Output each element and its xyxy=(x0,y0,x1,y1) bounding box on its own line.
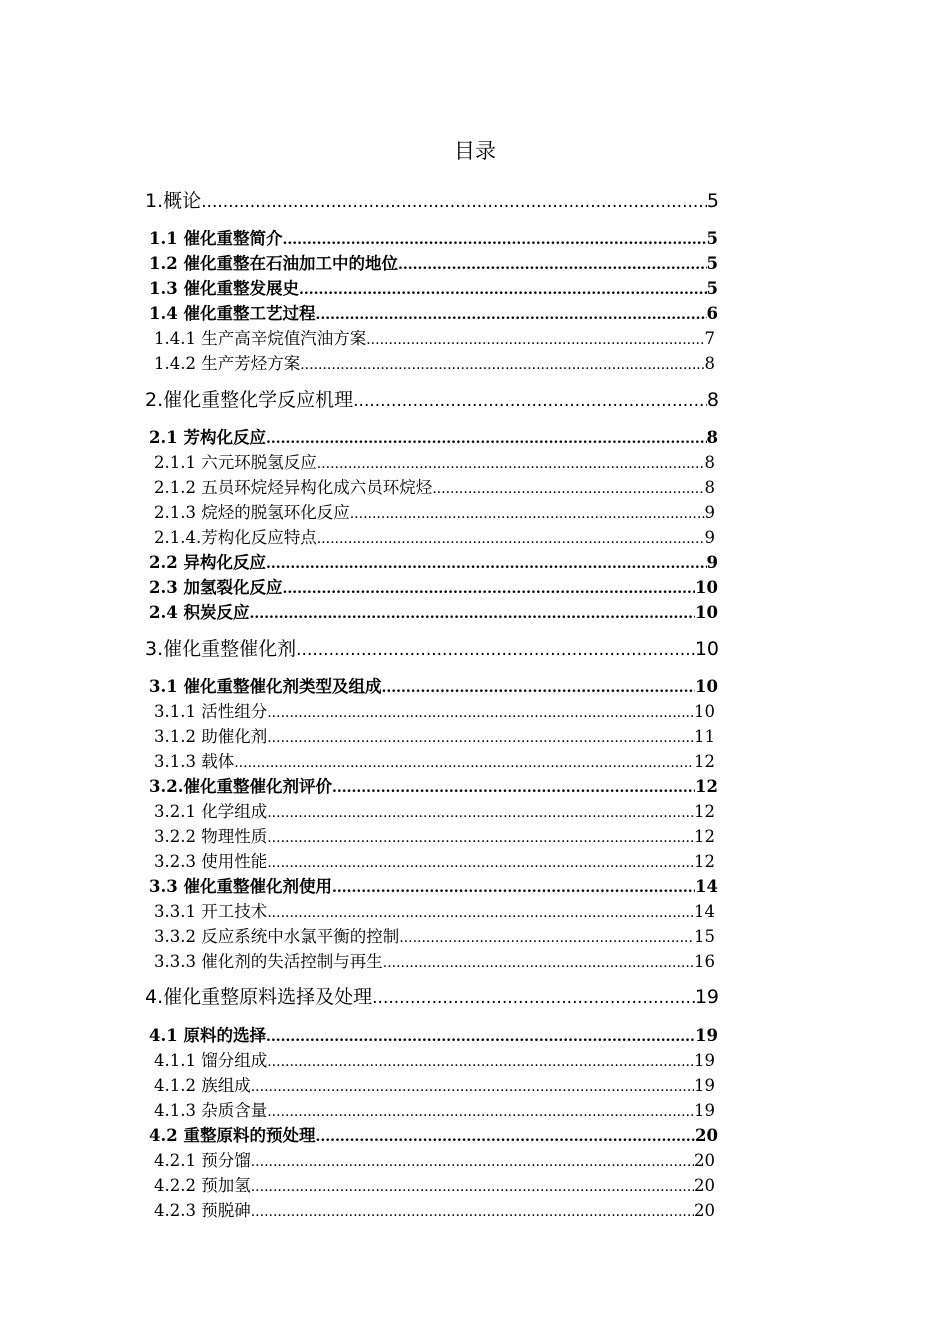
toc-entry-title: 3.3 催化重整催化剂使用 xyxy=(149,877,332,896)
toc-dot-leader xyxy=(267,830,694,846)
toc-entry-level-2[interactable] xyxy=(149,225,718,249)
toc-entry-title: 2.2 异构化反应 xyxy=(149,553,266,572)
toc-entry-level-3[interactable] xyxy=(154,499,715,523)
toc-entry-level-2[interactable] xyxy=(149,1022,718,1046)
toc-dot-leader xyxy=(267,805,694,821)
toc-dot-leader xyxy=(315,307,706,323)
toc-dot-leader xyxy=(383,955,694,971)
toc-dot-leader xyxy=(282,581,695,597)
toc-entry-title: 3.1.2 助催化剂 xyxy=(154,727,268,746)
toc-dot-leader xyxy=(353,391,707,411)
toc-entry-level-3[interactable] xyxy=(154,350,715,374)
toc-entry-title: 4.2 重整原料的预处理 xyxy=(149,1126,316,1145)
toc-dot-leader xyxy=(267,905,694,921)
toc-dot-leader xyxy=(234,755,694,771)
toc-entry-title: 3.2.1 化学组成 xyxy=(154,802,268,821)
toc-entry-title: 2.1.3 烷烃的脱氢环化反应 xyxy=(154,503,350,522)
toc-entry-page-number: 8 xyxy=(706,389,719,411)
toc-dot-leader xyxy=(332,780,695,796)
toc-entry-level-3[interactable] xyxy=(154,798,715,822)
toc-entry-page-number: 10 xyxy=(694,702,715,721)
toc-dot-leader xyxy=(266,431,707,447)
toc-entry-title: 1.3 催化重整发展史 xyxy=(149,279,299,298)
toc-entry-page-number: 8 xyxy=(704,453,715,472)
toc-entry-level-2[interactable] xyxy=(149,300,718,324)
toc-entry-page-number: 19 xyxy=(694,986,719,1008)
toc-dot-leader xyxy=(251,1204,694,1220)
toc-dot-leader xyxy=(432,481,704,497)
toc-entry-level-3[interactable] xyxy=(154,1047,715,1071)
toc-entry-title: 2.1.1 六元环脱氢反应 xyxy=(154,453,317,472)
toc-entry-level-3[interactable] xyxy=(154,1172,715,1196)
toc-entry-level-2[interactable] xyxy=(149,773,718,797)
toc-entry-title: 2.1 芳构化反应 xyxy=(149,428,266,447)
toc-entry-page-number: 19 xyxy=(694,1051,715,1070)
toc-entry-page-number: 14 xyxy=(694,902,715,921)
toc-entry-page-number: 16 xyxy=(694,952,715,971)
toc-dot-leader xyxy=(332,880,695,896)
toc-entry-page-number: 6 xyxy=(706,304,718,323)
toc-entry-level-2[interactable] xyxy=(149,549,718,573)
toc-entry-page-number: 12 xyxy=(694,827,715,846)
toc-entry-page-number: 11 xyxy=(694,727,715,746)
toc-entry-page-number: 12 xyxy=(695,777,718,796)
toc-entry-page-number: 14 xyxy=(695,877,718,896)
toc-entry-level-3[interactable] xyxy=(154,748,715,772)
toc-entry-title: 4.1 原料的选择 xyxy=(149,1026,266,1045)
toc-entry-level-2[interactable] xyxy=(149,275,718,299)
toc-entry-title: 1.4 催化重整工艺过程 xyxy=(149,304,316,323)
toc-entry-level-3[interactable] xyxy=(154,923,715,947)
toc-entry-level-1[interactable] xyxy=(145,982,719,1012)
toc-entry-title: 1.2 催化重整在石油加工中的地位 xyxy=(149,254,398,273)
toc-dot-leader xyxy=(251,1179,694,1195)
toc-dot-leader xyxy=(282,232,706,248)
toc-entry-page-number: 15 xyxy=(694,927,715,946)
toc-entry-title: 1.4.2 生产芳烃方案 xyxy=(154,354,301,373)
toc-dot-leader xyxy=(251,1079,694,1095)
toc-dot-leader xyxy=(267,730,694,746)
toc-entry-level-3[interactable] xyxy=(154,723,715,747)
toc-entry-level-3[interactable] xyxy=(154,524,715,548)
toc-dot-leader xyxy=(267,1104,694,1120)
toc-dot-leader xyxy=(350,506,705,522)
toc-entry-page-number: 9 xyxy=(706,553,718,572)
toc-entry-title: 4.2.1 预分馏 xyxy=(154,1151,251,1170)
toc-entry-page-number: 5 xyxy=(706,254,718,273)
toc-entry-page-number: 19 xyxy=(695,1026,718,1045)
toc-entry-level-2[interactable] xyxy=(149,424,718,448)
toc-entry-title: 1.1 催化重整简介 xyxy=(149,229,283,248)
toc-dot-leader xyxy=(267,1054,694,1070)
toc-entry-page-number: 12 xyxy=(694,802,715,821)
toc-entry-page-number: 5 xyxy=(706,229,718,248)
toc-entry-level-1[interactable] xyxy=(145,634,719,664)
toc-entry-level-3[interactable] xyxy=(154,898,715,922)
toc-entry-title: 3.2.2 物理性质 xyxy=(154,827,268,846)
toc-entry-page-number: 5 xyxy=(706,279,718,298)
toc-dot-leader xyxy=(300,357,704,373)
toc-entry-level-2[interactable] xyxy=(149,673,718,697)
toc-entry-title: 3.3.2 反应系统中水氯平衡的控制 xyxy=(154,927,400,946)
toc-entry-page-number: 10 xyxy=(694,638,719,660)
toc-entry-title: 1.概论 xyxy=(145,190,202,212)
toc-entry-title: 4.1.2 族组成 xyxy=(154,1076,251,1095)
toc-dot-leader xyxy=(249,606,695,622)
toc-entry-page-number: 9 xyxy=(704,528,715,547)
toc-entry-page-number: 8 xyxy=(704,354,715,373)
toc-entry-level-3[interactable] xyxy=(154,1147,715,1171)
toc-entry-page-number: 19 xyxy=(694,1101,715,1120)
toc-dot-leader xyxy=(399,930,694,946)
toc-dot-leader xyxy=(296,640,695,660)
toc-dot-leader xyxy=(267,855,694,871)
toc-entry-page-number: 20 xyxy=(694,1176,715,1195)
toc-dot-leader xyxy=(299,282,707,298)
toc-entry-page-number: 10 xyxy=(695,677,718,696)
toc-entry-page-number: 10 xyxy=(695,603,718,622)
toc-dot-leader xyxy=(381,680,695,696)
toc-entry-title: 3.2.3 使用性能 xyxy=(154,852,268,871)
toc-entry-page-number: 7 xyxy=(704,329,715,348)
toc-entry-title: 4.1.1 馏分组成 xyxy=(154,1051,268,1070)
toc-entry-level-2[interactable] xyxy=(149,250,718,274)
toc-entry-page-number: 12 xyxy=(694,752,715,771)
toc-entry-title: 3.3.3 催化剂的失活控制与再生 xyxy=(154,952,383,971)
toc-entry-level-3[interactable] xyxy=(154,948,715,972)
toc-entry-title: 2.3 加氢裂化反应 xyxy=(149,578,283,597)
toc-title: 目录 xyxy=(454,139,496,163)
toc-entry-level-3[interactable] xyxy=(154,698,715,722)
toc-entry-page-number: 10 xyxy=(695,578,718,597)
toc-entry-title: 2.1.4.芳构化反应特点 xyxy=(154,528,317,547)
toc-entry-title: 3.1.1 活性组分 xyxy=(154,702,268,721)
toc-dot-leader xyxy=(372,988,695,1008)
toc-entry-title: 2.催化重整化学反应机理 xyxy=(145,389,354,411)
toc-dot-leader xyxy=(366,332,704,348)
toc-entry-page-number: 19 xyxy=(694,1076,715,1095)
toc-entry-level-3[interactable] xyxy=(154,1197,715,1221)
toc-dot-leader xyxy=(317,531,705,547)
toc-entry-level-3[interactable] xyxy=(154,1072,715,1096)
toc-entry-level-2[interactable] xyxy=(149,1122,718,1146)
toc-entry-title: 2.4 积炭反应 xyxy=(149,603,250,622)
toc-entry-title: 1.4.1 生产高辛烷值汽油方案 xyxy=(154,329,367,348)
toc-entry-level-3[interactable] xyxy=(154,823,715,847)
toc-entry-level-2[interactable] xyxy=(149,599,718,623)
toc-entry-level-3[interactable] xyxy=(154,325,715,349)
toc-entry-page-number: 5 xyxy=(706,190,719,212)
toc-entry-page-number: 12 xyxy=(694,852,715,871)
toc-entry-title: 4.2.3 预脱砷 xyxy=(154,1201,251,1220)
toc-entry-level-3[interactable] xyxy=(154,449,715,473)
toc-entry-level-2[interactable] xyxy=(149,574,718,598)
toc-entry-level-1[interactable] xyxy=(145,186,719,216)
toc-dot-leader xyxy=(315,1129,695,1145)
toc-entry-title: 4.催化重整原料选择及处理 xyxy=(145,986,373,1008)
toc-entry-page-number: 20 xyxy=(694,1151,715,1170)
toc-entry-page-number: 20 xyxy=(694,1201,715,1220)
toc-entry-title: 4.2.2 预加氢 xyxy=(154,1176,251,1195)
toc-entry-title: 3.催化重整催化剂 xyxy=(145,638,297,660)
toc-entry-level-1[interactable] xyxy=(145,385,719,415)
toc-dot-leader xyxy=(266,556,707,572)
toc-entry-page-number: 20 xyxy=(695,1126,718,1145)
toc-dot-leader xyxy=(266,1029,695,1045)
toc-entry-title: 3.2.催化重整催化剂评价 xyxy=(149,777,332,796)
toc-entry-page-number: 8 xyxy=(704,478,715,497)
toc-entry-title: 3.1.3 载体 xyxy=(154,752,235,771)
toc-entry-title: 4.1.3 杂质含量 xyxy=(154,1101,268,1120)
toc-entry-level-3[interactable] xyxy=(154,1097,715,1121)
toc-entry-level-2[interactable] xyxy=(149,873,718,897)
toc-dot-leader xyxy=(317,456,705,472)
toc-entry-title: 3.3.1 开工技术 xyxy=(154,902,268,921)
toc-entry-level-3[interactable] xyxy=(154,848,715,872)
toc-dot-leader xyxy=(267,705,694,721)
toc-entry-page-number: 9 xyxy=(704,503,715,522)
toc-entry-level-3[interactable] xyxy=(154,474,715,498)
toc-dot-leader xyxy=(251,1154,694,1170)
toc-entry-title: 3.1 催化重整催化剂类型及组成 xyxy=(149,677,382,696)
toc-entry-title: 2.1.2 五员环烷烃异构化成六员环烷烃 xyxy=(154,478,433,497)
toc-dot-leader xyxy=(398,257,707,273)
toc-dot-leader xyxy=(201,192,707,212)
toc-entry-page-number: 8 xyxy=(706,428,718,447)
